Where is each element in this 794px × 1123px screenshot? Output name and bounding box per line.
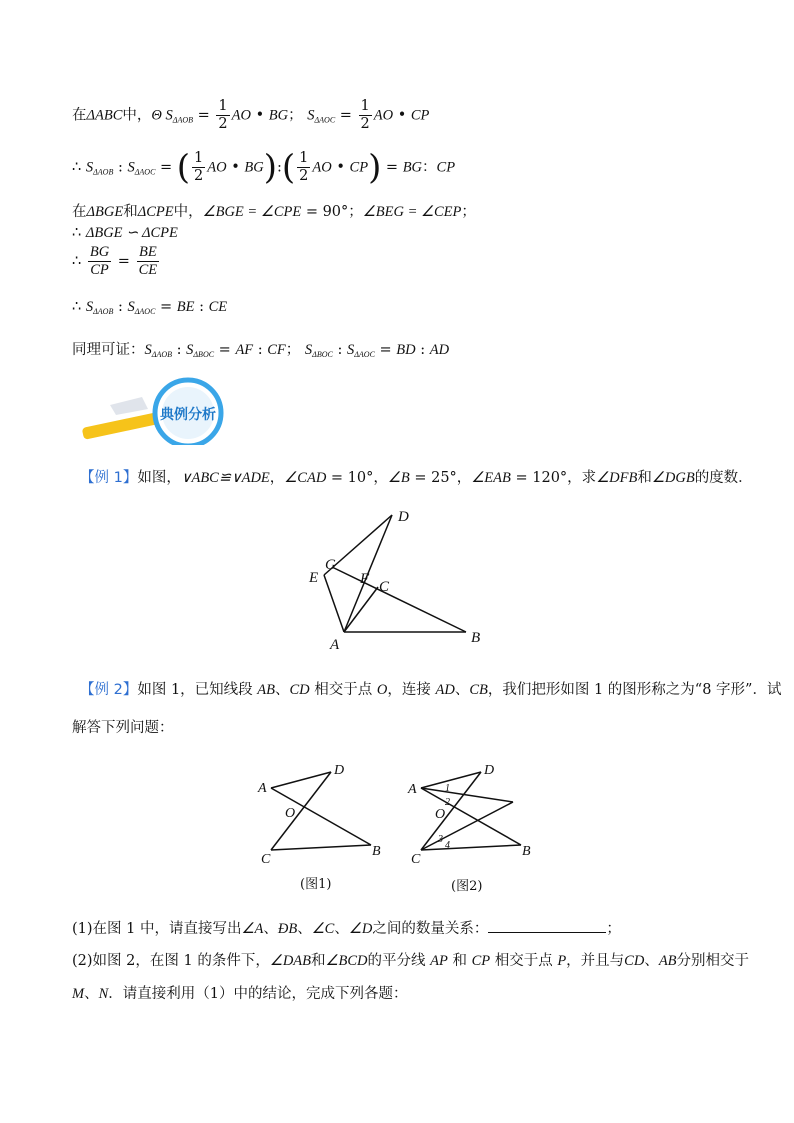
answer-blank[interactable] — [488, 918, 606, 933]
fig1-label-O: O — [285, 806, 296, 821]
fig2-caption: (图2) — [451, 879, 483, 894]
point-label-E: E — [309, 570, 319, 586]
fig2-label-B: B — [522, 844, 531, 859]
question-1: (1)在图 1 中，请直接写出∠A、ÐB、∠C、∠D之间的数量关系： ； — [72, 918, 621, 939]
proof-line-2: ∴ $S_{\Delta AOB}$ : $S_{\Delta AOC}$ = ( $\frac{1}{2}$ AO • BG):( $\frac{1}{2}$ AO • CP) = BG：CP — [72, 147, 456, 188]
proof-line-1: 在ΔABC中，Θ $S_{\Delta AOB}$ = $\frac{1}{2}$ AO • BG； $S_{\Delta AOC}$ = $\frac{1}{2}$ AO • CP — [72, 98, 430, 132]
example1-label: 【例 1】 — [80, 470, 138, 486]
proof-line-5: ∴ $\frac{BG}{CP}$ = $\frac{BE}{CE}$ — [72, 244, 158, 278]
example2-label: 【例 2】 — [80, 682, 138, 698]
proof-line-4: ∴ ΔBGE ∽ ΔCPE — [72, 225, 178, 241]
fig2-label-O: O — [435, 807, 446, 822]
point-label-A: A — [330, 637, 340, 653]
proof-line-3: 在ΔBGE和ΔCPE中，∠BGE = ∠CPE = 90°；∠BEG = ∠CEP； — [72, 204, 476, 220]
fig1-caption: (图1) — [300, 877, 332, 892]
fig1-label-C: C — [261, 852, 271, 865]
point-label-G: G — [325, 557, 336, 573]
fig2-label-A: A — [408, 782, 417, 797]
example2-figure-1 — [255, 760, 390, 865]
example2-text-b: 解答下列问题： — [72, 720, 174, 736]
question-2-a: (2)如图 2，在图 1 的条件下，∠DAB和∠BCD的平分线 AP 和 CP 相交于点 P，并且与CD、AB分别相交于 — [72, 953, 750, 969]
fig2-angle-4: 4 — [445, 840, 450, 851]
point-label-B: B — [471, 630, 481, 646]
fig2-angle-3: 3 — [438, 834, 443, 845]
example2-text-a: 【例 2】如图 1，已知线段 AB、CD 相交于点 O，连接 AD、CB，我们把形如图 1 的图形称之为“8 字形”．试 — [80, 682, 782, 698]
question-2-b: M、N．请直接利用（1）中的结论，完成下列各题： — [72, 986, 408, 1002]
fig2-label-C: C — [411, 852, 421, 865]
fig1-label-A: A — [258, 781, 267, 796]
example2-figure-2 — [405, 760, 540, 865]
point-label-C: C — [379, 579, 390, 595]
point-label-F: F — [360, 571, 370, 587]
proof-line-6: ∴ $S_{\Delta AOB}$ : $S_{\Delta AOC}$ = BE : CE — [72, 299, 228, 316]
badge-label: 典例分析 — [160, 407, 216, 423]
fig2-angle-2: 2 — [445, 797, 450, 808]
proof-line-7: 同理可证：$S_{\Delta AOB}$ : $S_{\Delta BOC}$ = AF : CF； $S_{\Delta BOC}$ : $S_{\Delta AOC}$ = BD : AD — [72, 342, 450, 359]
example-analysis-badge — [80, 375, 230, 445]
example1-text: 【例 1】如图，∨ABC≌∨ADE，∠CAD = 10°，∠B = 25°，∠EAB = 120°，求∠DFB和∠DGB的度数． — [80, 470, 753, 486]
point-label-D: D — [398, 509, 409, 525]
fig2-label-D: D — [484, 763, 495, 778]
example1-figure — [300, 505, 500, 655]
fig2-angle-1: 1 — [445, 783, 450, 794]
fig1-label-D: D — [334, 763, 345, 778]
fig1-label-B: B — [372, 844, 381, 859]
